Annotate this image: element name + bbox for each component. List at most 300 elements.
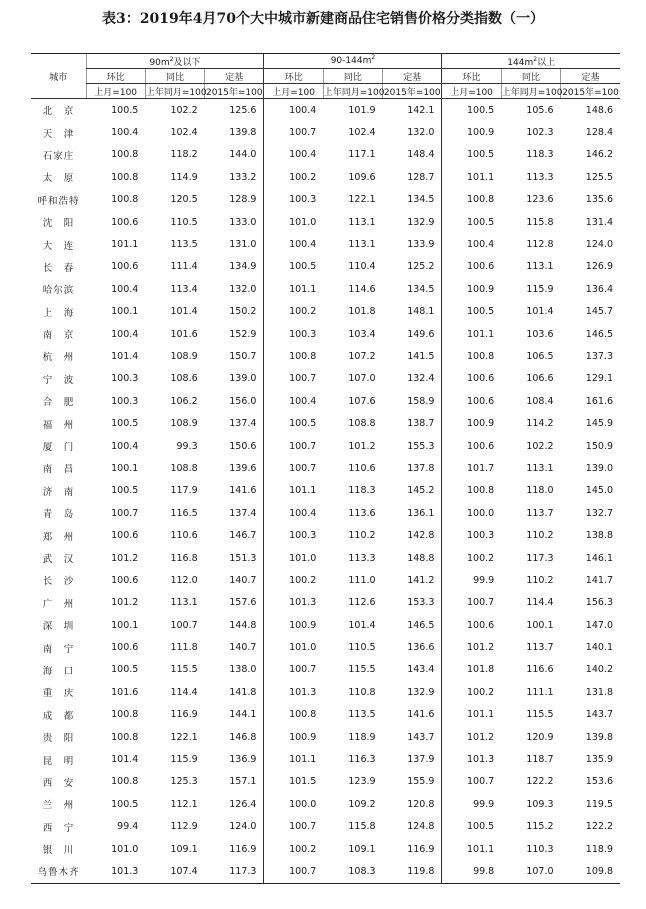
index-value: 148.4: [407, 149, 435, 161]
index-value: 113.1: [170, 597, 198, 609]
index-value: 105.6: [526, 104, 554, 116]
index-value: 101.1: [264, 748, 323, 770]
index-value: 155.3: [407, 440, 435, 452]
index-value: 142.1: [407, 104, 435, 116]
index-value: 148.1: [407, 306, 435, 318]
index-value: 100.2: [442, 547, 501, 569]
index-value: 152.9: [229, 328, 257, 340]
index-value: 128.7: [407, 171, 435, 183]
index-value: 100.8: [111, 709, 139, 721]
index-value: 107.0: [348, 373, 376, 385]
table-header: [31, 54, 620, 99]
index-value: 117.3: [526, 552, 554, 564]
index-value: 107.6: [348, 395, 376, 407]
index-value: 100.5: [264, 256, 323, 278]
index-value: 101.2: [348, 440, 376, 452]
index-value: 100.8: [264, 704, 323, 726]
city-name: 合 肥: [42, 397, 75, 409]
index-value: 148.6: [585, 104, 613, 116]
index-value: 113.1: [526, 261, 554, 273]
index-value: 150.6: [229, 440, 257, 452]
index-value: 115.2: [526, 821, 554, 833]
group-header-small: $90m^2$及以下: [86, 54, 264, 69]
index-value: 114.4: [170, 686, 198, 698]
index-value: 141.8: [229, 686, 257, 698]
city-name: 南 京: [42, 330, 75, 342]
index-value: 100.1: [111, 619, 139, 631]
index-value: 109.6: [348, 171, 376, 183]
index-value: 141.7: [585, 574, 613, 586]
sub-header-mom: 环比: [86, 69, 145, 84]
table-row: [31, 726, 620, 748]
index-value: 107.4: [145, 860, 204, 883]
index-value: 131.8: [585, 686, 613, 698]
index-value: 133.2: [229, 171, 257, 183]
city-name: 广 州: [42, 598, 75, 610]
index-value: 139.0: [585, 462, 613, 474]
index-value: 102.2: [170, 104, 198, 116]
city-name: 厦 门: [42, 442, 75, 454]
table-row: [31, 457, 620, 479]
index-value: 139.0: [229, 373, 257, 385]
table-row: [31, 121, 620, 143]
index-value: 107.2: [348, 350, 376, 362]
index-value: 113.5: [348, 709, 376, 721]
table-row: [31, 860, 620, 883]
index-value: 101.4: [111, 754, 139, 766]
index-value: 155.9: [407, 776, 435, 788]
index-value: 100.8: [111, 776, 139, 788]
index-value: 100.8: [111, 731, 139, 743]
base-header-prev-month: 上月=100: [442, 84, 501, 99]
base-header-prev-year: 上年同月=100: [501, 84, 560, 99]
index-value: 112.1: [170, 798, 198, 810]
index-value: 138.7: [407, 418, 435, 430]
index-value: 100.6: [442, 614, 501, 636]
sub-header-yoy: 同比: [145, 69, 204, 84]
index-value: 132.0: [407, 127, 435, 139]
index-value: 100.7: [264, 457, 323, 479]
index-value: 110.4: [348, 261, 376, 273]
index-value: 100.1: [526, 619, 554, 631]
city-name: 北 京: [42, 106, 75, 118]
index-value: 116.6: [526, 664, 554, 676]
sub-header-mom: 环比: [442, 69, 501, 84]
table-row: [31, 211, 620, 233]
index-value: 156.0: [229, 395, 257, 407]
index-value: 122.1: [170, 731, 198, 743]
base-header-2015: 2015年=100: [383, 84, 442, 99]
index-value: 101.8: [348, 306, 376, 318]
index-value: 128.4: [585, 127, 613, 139]
base-header-prev-month: 上月=100: [86, 84, 145, 99]
index-value: 101.4: [111, 350, 139, 362]
index-value: 108.6: [170, 373, 198, 385]
index-value: 146.7: [229, 530, 257, 542]
index-value: 150.2: [229, 306, 257, 318]
index-value: 148.8: [407, 552, 435, 564]
index-value: 100.4: [111, 283, 139, 295]
index-value: 110.6: [348, 462, 376, 474]
table-row: [31, 323, 620, 345]
city-name: 呼和浩特: [37, 195, 80, 207]
index-value: 111.8: [170, 642, 198, 654]
index-value: 100.7: [264, 860, 323, 883]
table-row: [31, 771, 620, 793]
index-value: 137.4: [229, 507, 257, 519]
index-value: 101.3: [264, 681, 323, 703]
index-value: 138.8: [585, 530, 613, 542]
table-title: 表3：2019年4月70个大中城市新建商品住宅销售价格分类指数（一）: [102, 11, 544, 27]
index-value: 124.8: [407, 821, 435, 833]
table-row: [31, 502, 620, 524]
index-value: 100.9: [442, 412, 501, 434]
index-value: 112.9: [170, 821, 198, 833]
city-name: 武 汉: [42, 554, 75, 565]
index-value: 143.4: [407, 664, 435, 676]
index-value: 132.9: [407, 216, 435, 228]
index-value: 100.9: [264, 614, 323, 636]
index-value: 101.5: [264, 771, 323, 793]
city-name: 青 岛: [42, 509, 75, 521]
index-value: 101.8: [442, 659, 501, 681]
index-value: 118.0: [526, 485, 554, 497]
index-value: 108.9: [170, 418, 198, 430]
sub-header-base: 定基: [205, 69, 264, 84]
index-value: 114.4: [526, 597, 554, 609]
index-value: 146.8: [229, 731, 257, 743]
index-value: 108.3: [323, 860, 382, 883]
index-value: 138.0: [229, 664, 257, 676]
index-value: 100.8: [442, 480, 501, 502]
index-value: 100.7: [264, 435, 323, 457]
index-value: 126.9: [585, 261, 613, 273]
index-value: 119.8: [383, 860, 442, 883]
index-value: 101.1: [442, 166, 501, 188]
table-row: [31, 390, 620, 412]
city-name: 石家庄: [42, 150, 75, 162]
table-row: [31, 636, 620, 658]
base-header-prev-year: 上年同月=100: [323, 84, 382, 99]
index-value: 107.0: [501, 860, 560, 883]
index-value: 131.0: [229, 239, 257, 251]
index-value: 134.5: [407, 283, 435, 295]
index-value: 100.8: [111, 171, 139, 183]
index-value: 101.1: [442, 838, 501, 860]
index-value: 141.5: [407, 350, 435, 362]
index-value: 136.9: [229, 754, 257, 766]
city-column-header: 城市: [31, 54, 86, 99]
index-value: 113.1: [526, 462, 554, 474]
index-value: 100.4: [264, 99, 323, 122]
table-row: [31, 704, 620, 726]
table-row: [31, 659, 620, 681]
index-value: 100.4: [111, 127, 139, 139]
index-value: 101.2: [442, 636, 501, 658]
index-value: 113.5: [170, 239, 198, 251]
index-value: 101.0: [264, 211, 323, 233]
index-value: 123.6: [526, 194, 554, 206]
index-value: 116.9: [407, 843, 435, 855]
table-row: [31, 838, 620, 860]
group-header-medium: $90-144m^2$: [264, 54, 442, 69]
index-value: 145.0: [585, 485, 613, 497]
sub-header-base: 定基: [383, 69, 442, 84]
index-value: 135.6: [585, 194, 613, 206]
index-value: 101.4: [526, 306, 554, 318]
table-row: [31, 569, 620, 591]
city-name: 济 南: [42, 486, 75, 498]
index-value: 120.9: [526, 731, 554, 743]
index-value: 100.5: [442, 816, 501, 838]
index-value: 100.7: [264, 121, 323, 143]
index-value: 103.4: [348, 328, 376, 340]
index-value: 100.5: [442, 144, 501, 166]
index-value: 100.4: [111, 328, 139, 340]
index-value: 124.0: [229, 821, 257, 833]
index-value: 100.4: [264, 144, 323, 166]
index-value: 115.8: [526, 216, 554, 228]
city-name: 银 川: [42, 845, 75, 857]
index-value: 100.1: [111, 462, 139, 474]
index-value: 100.8: [442, 345, 501, 367]
index-value: 100.5: [111, 798, 139, 810]
table-row: [31, 301, 620, 323]
sub-header-mom: 环比: [264, 69, 323, 84]
base-header-prev-year: 上年同月=100: [145, 84, 204, 99]
index-value: 110.2: [526, 574, 554, 586]
table-row: [31, 793, 620, 815]
index-value: 133.0: [229, 216, 257, 228]
index-value: 109.1: [170, 843, 198, 855]
index-value: 108.4: [526, 395, 554, 407]
index-value: 99.4: [117, 821, 139, 833]
index-value: 114.6: [348, 283, 376, 295]
index-value: 134.9: [229, 261, 257, 273]
index-value: 134.5: [407, 194, 435, 206]
index-value: 112.0: [170, 574, 198, 586]
index-value: 118.2: [170, 149, 198, 161]
index-value: 100.2: [264, 569, 323, 591]
index-value: 110.5: [170, 216, 198, 228]
index-value: 135.9: [585, 754, 613, 766]
city-name: 沈 阳: [42, 218, 75, 230]
table-row: [31, 592, 620, 614]
index-value: 115.5: [348, 664, 376, 676]
table-row: [31, 480, 620, 502]
index-value: 100.7: [264, 816, 323, 838]
index-value: 113.3: [348, 552, 376, 564]
index-value: 145.2: [407, 485, 435, 497]
index-value: 100.6: [442, 368, 501, 390]
index-value: 100.5: [111, 485, 139, 497]
index-value: 140.2: [585, 664, 613, 676]
city-name: 成 都: [42, 710, 75, 722]
index-value: 116.3: [348, 754, 376, 766]
city-name: 杭 州: [42, 352, 75, 364]
index-value: 106.5: [526, 350, 554, 362]
index-value: 116.9: [229, 843, 257, 855]
index-value: 113.6: [348, 507, 376, 519]
index-value: 132.9: [407, 686, 435, 698]
index-value: 132.7: [585, 507, 613, 519]
table-row: [31, 816, 620, 838]
index-value: 118.3: [348, 485, 376, 497]
index-value: 102.2: [526, 440, 554, 452]
table-row: [31, 166, 620, 188]
index-value: 100.2: [442, 681, 501, 703]
index-value: 100.7: [264, 368, 323, 390]
index-value: 100.2: [264, 301, 323, 323]
index-value: 100.0: [442, 502, 501, 524]
index-value: 100.8: [111, 149, 139, 161]
index-value: 101.1: [111, 239, 139, 251]
sub-header-yoy: 同比: [323, 69, 382, 84]
index-value: 129.1: [585, 373, 613, 385]
index-value: 100.7: [442, 592, 501, 614]
index-value: 113.4: [170, 283, 198, 295]
index-value: 101.3: [442, 748, 501, 770]
index-value: 101.1: [442, 704, 501, 726]
index-value: 137.3: [585, 350, 613, 362]
index-value: 117.3: [205, 860, 264, 883]
index-value: 100.8: [442, 189, 501, 211]
index-value: 157.1: [229, 776, 257, 788]
index-value: 136.6: [407, 642, 435, 654]
index-value: 101.4: [170, 306, 198, 318]
index-value: 136.1: [407, 507, 435, 519]
index-value: 112.6: [348, 597, 376, 609]
city-name: 上 海: [42, 307, 75, 319]
index-value: 128.9: [229, 194, 257, 206]
index-value: 125.2: [407, 261, 435, 273]
index-value: 114.2: [526, 418, 554, 430]
city-name: 西 宁: [42, 822, 75, 834]
index-value: 101.2: [111, 597, 139, 609]
index-value: 132.0: [229, 283, 257, 295]
table-row: [31, 233, 620, 255]
index-value: 100.7: [170, 619, 198, 631]
city-name: 福 州: [42, 419, 75, 431]
city-name: 乌鲁木齐: [31, 860, 86, 883]
index-value: 109.8: [561, 860, 620, 883]
index-value: 101.9: [348, 104, 376, 116]
index-value: 109.1: [348, 843, 376, 855]
index-value: 132.4: [407, 373, 435, 385]
index-value: 101.1: [264, 480, 323, 502]
base-header-2015: 2015年=100: [205, 84, 264, 99]
index-value: 109.3: [526, 798, 554, 810]
index-value: 111.0: [348, 574, 376, 586]
sub-header-base: 定基: [561, 69, 620, 84]
index-value: 101.4: [348, 619, 376, 631]
city-name: 宁 波: [42, 374, 75, 386]
index-value: 133.9: [407, 239, 435, 251]
city-name: 兰 州: [42, 800, 75, 812]
index-value: 123.9: [348, 776, 376, 788]
index-value: 141.2: [407, 574, 435, 586]
table-row: [31, 278, 620, 300]
index-value: 111.4: [170, 261, 198, 273]
index-value: 136.4: [585, 283, 613, 295]
index-value: 100.5: [111, 418, 139, 430]
table-row: [31, 681, 620, 703]
index-value: 141.6: [229, 485, 257, 497]
index-value: 118.9: [348, 731, 376, 743]
table-row: [31, 547, 620, 569]
index-value: 100.6: [442, 256, 501, 278]
base-header-2015: 2015年=100: [561, 84, 620, 99]
index-value: 122.2: [526, 776, 554, 788]
index-value: 100.5: [442, 301, 501, 323]
index-value: 100.4: [264, 390, 323, 412]
index-value: 101.2: [442, 726, 501, 748]
index-value: 100.9: [264, 726, 323, 748]
index-value: 103.6: [526, 328, 554, 340]
table-row: [31, 345, 620, 367]
index-value: 100.0: [264, 793, 323, 815]
index-value: 144.8: [229, 619, 257, 631]
index-value: 100.4: [442, 233, 501, 255]
index-value: 139.6: [229, 462, 257, 474]
index-value: 122.1: [348, 194, 376, 206]
index-value: 102.4: [170, 127, 198, 139]
index-value: 100.4: [264, 233, 323, 255]
index-value: 131.4: [585, 216, 613, 228]
index-value: 139.8: [229, 127, 257, 139]
index-value: 116.9: [170, 709, 198, 721]
city-name: 昆 明: [42, 755, 75, 767]
index-value: 100.5: [111, 664, 139, 676]
table-row: [31, 256, 620, 278]
index-value: 100.2: [264, 838, 323, 860]
index-value: 146.5: [407, 619, 435, 631]
index-value: 110.8: [348, 686, 376, 698]
index-value: 124.0: [585, 239, 613, 251]
index-value: 100.3: [264, 323, 323, 345]
index-value: 145.9: [585, 418, 613, 430]
index-value: 141.6: [407, 709, 435, 721]
index-value: 153.6: [585, 776, 613, 788]
index-value: 99.8: [442, 860, 501, 883]
table-row: [31, 189, 620, 211]
city-name: 深 圳: [42, 621, 75, 633]
index-value: 101.2: [111, 552, 139, 564]
table-row: [31, 99, 620, 122]
index-value: 118.9: [585, 843, 613, 855]
index-value: 161.6: [585, 395, 613, 407]
index-value: 100.8: [111, 194, 139, 206]
price-index-table: [31, 53, 620, 884]
index-value: 100.6: [111, 261, 139, 273]
index-value: 146.2: [585, 149, 613, 161]
index-value: 100.6: [111, 642, 139, 654]
index-value: 140.7: [229, 642, 257, 654]
index-value: 100.7: [264, 659, 323, 681]
index-value: 100.6: [111, 216, 139, 228]
index-value: 101.6: [111, 686, 139, 698]
index-value: 100.4: [111, 440, 139, 452]
index-value: 101.0: [264, 636, 323, 658]
index-value: 100.9: [442, 121, 501, 143]
index-value: 101.6: [170, 328, 198, 340]
index-value: 146.1: [585, 552, 613, 564]
index-value: 101.0: [111, 843, 139, 855]
index-value: 100.9: [442, 278, 501, 300]
index-value: 100.1: [111, 306, 139, 318]
index-value: 110.6: [170, 530, 198, 542]
index-value: 106.6: [526, 373, 554, 385]
